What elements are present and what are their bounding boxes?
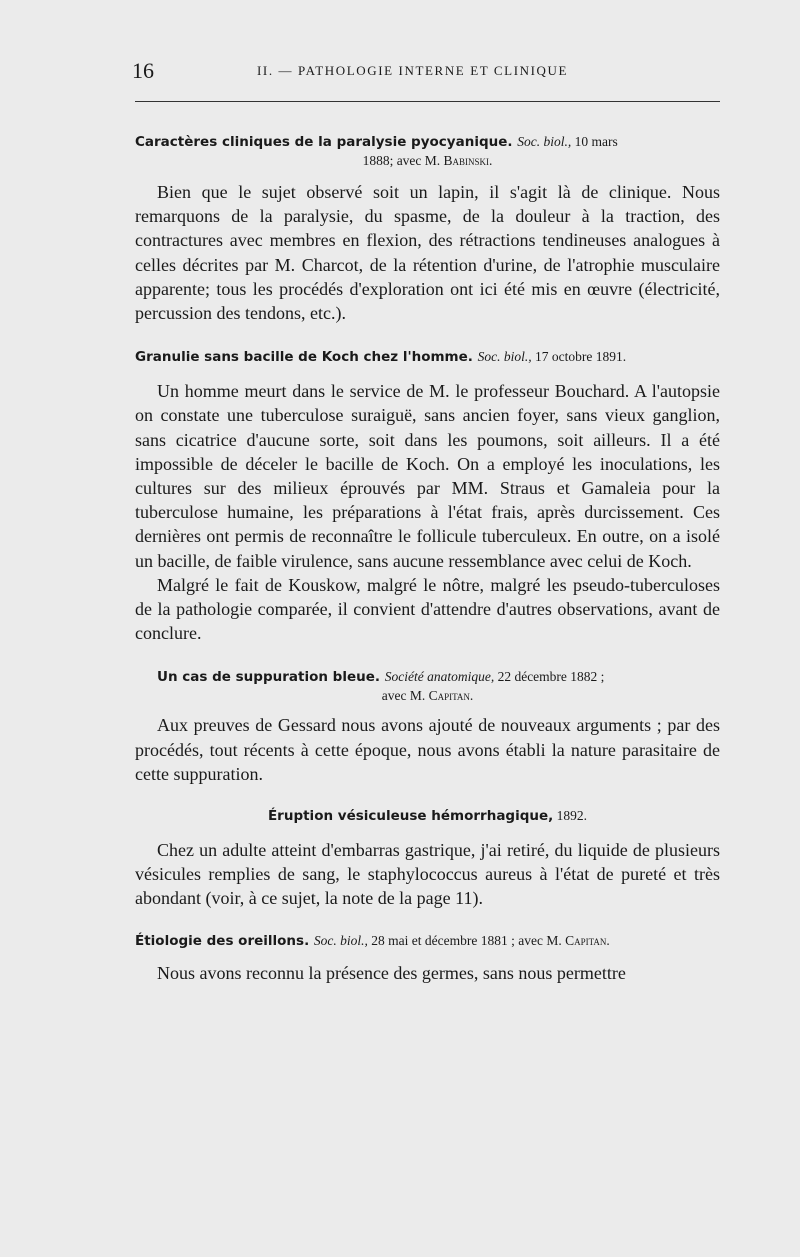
section-source: Soc. biol., 17 octobre 1891. bbox=[477, 349, 627, 365]
section-subline: 1888; avec M. Babinski. bbox=[362, 153, 493, 168]
paragraph: Nous avons reconnu la présence des germes, sans nous permettre bbox=[157, 962, 626, 983]
paragraph: Malgré le fait de Kouskow, malgré le nôtre, malgré les pseudo-tuberculoses de la pathologie comparée, il convient d'attendre d'autres observations, avant de conclure. bbox=[135, 574, 720, 644]
section-source: Société anatomique, 22 décembre 1882 ; bbox=[384, 669, 605, 685]
section-paralysie-pyocyanique bbox=[135, 132, 720, 325]
section-heading bbox=[135, 667, 720, 687]
section-granulie bbox=[135, 347, 720, 645]
page-content bbox=[135, 128, 720, 985]
page-number: 16 bbox=[132, 58, 154, 83]
section-title: Éruption vésiculeuse hémorrhagique, bbox=[267, 808, 554, 825]
paragraph: Chez un adulte atteint d'embarras gastrique, j'ai retiré, du liquide de plusieurs vésicules remplies de sang, le staphylococcus aureus à l'état de pureté et très abondant (voir, à ce sujet, la note de la page 11). bbox=[135, 840, 720, 909]
section-suppuration-bleue bbox=[135, 667, 720, 786]
section-heading bbox=[135, 806, 720, 826]
section-heading bbox=[135, 132, 720, 152]
section-title: Un cas de suppuration bleue. bbox=[157, 669, 381, 686]
running-title: II. — PATHOLOGIE INTERNE ET CLINIQUE bbox=[257, 63, 569, 78]
section-source: 1892. bbox=[553, 808, 588, 824]
section-title: Étiologie des oreillons. bbox=[135, 932, 310, 949]
header-rule bbox=[135, 101, 720, 102]
paragraph: Aux preuves de Gessard nous avons ajouté de nouveaux arguments ; par des procédés, tout récents à cette époque, nous avons établi la nature parasitaire de cette suppuration. bbox=[135, 715, 720, 784]
section-subline: avec M. Capitan. bbox=[381, 688, 474, 704]
section-heading bbox=[135, 931, 720, 951]
section-source: Soc. biol., 10 mars bbox=[517, 134, 618, 149]
section-title: Granulie sans bacille de Koch chez l'homme. bbox=[135, 349, 473, 366]
section-heading bbox=[135, 347, 720, 367]
section-oreillons bbox=[135, 931, 720, 985]
section-source: Soc. biol., 28 mai et décembre 1881 ; avec M. Capitan. bbox=[313, 932, 610, 948]
coauthor: Capitan. bbox=[565, 932, 610, 948]
section-eruption bbox=[135, 806, 720, 911]
coauthor: Capitan. bbox=[428, 688, 474, 704]
coauthor: Babinski. bbox=[443, 153, 493, 168]
running-head bbox=[132, 58, 720, 86]
paragraph: Un homme meurt dans le service de M. le professeur Bouchard. A l'autopsie on constate une tuberculose suraiguë, sans ancien foyer, sans vieux ganglion, sans cicatrice d'aucune sorte, soit dans les poumons, soit ailleurs. Il a été impossible de déceler le bacille de Koch. On a employé les inoculations, les cultures sur des milieux éprouvés par MM. Straus et Gamaleia pour la tuberculose humaine, les préparations à l'état frais, après durcissement. Ces dernières ont permis de reconnaître le follicule tuberculeux. En outre, on a isolé un bacille, de faible virulence, sans aucune ressemblance avec celui de Koch. bbox=[135, 381, 720, 571]
section-title: Caractères cliniques de la paralysie pyocyanique. bbox=[135, 134, 513, 150]
paragraph: Bien que le sujet observé soit un lapin, il s'agit là de clinique. Nous remarquons de la paralysie, du spasme, de la douleur à la traction, des contractures avec membres en flexion, des rétractions tendineuses analogues à celles décrites par M. Charcot, de la rétention d'urine, de l'atrophie musculaire apparente; tous les procédés d'exploration ont ici été mis en œuvre (électricité, percussion des tendons, etc.). bbox=[135, 182, 720, 324]
